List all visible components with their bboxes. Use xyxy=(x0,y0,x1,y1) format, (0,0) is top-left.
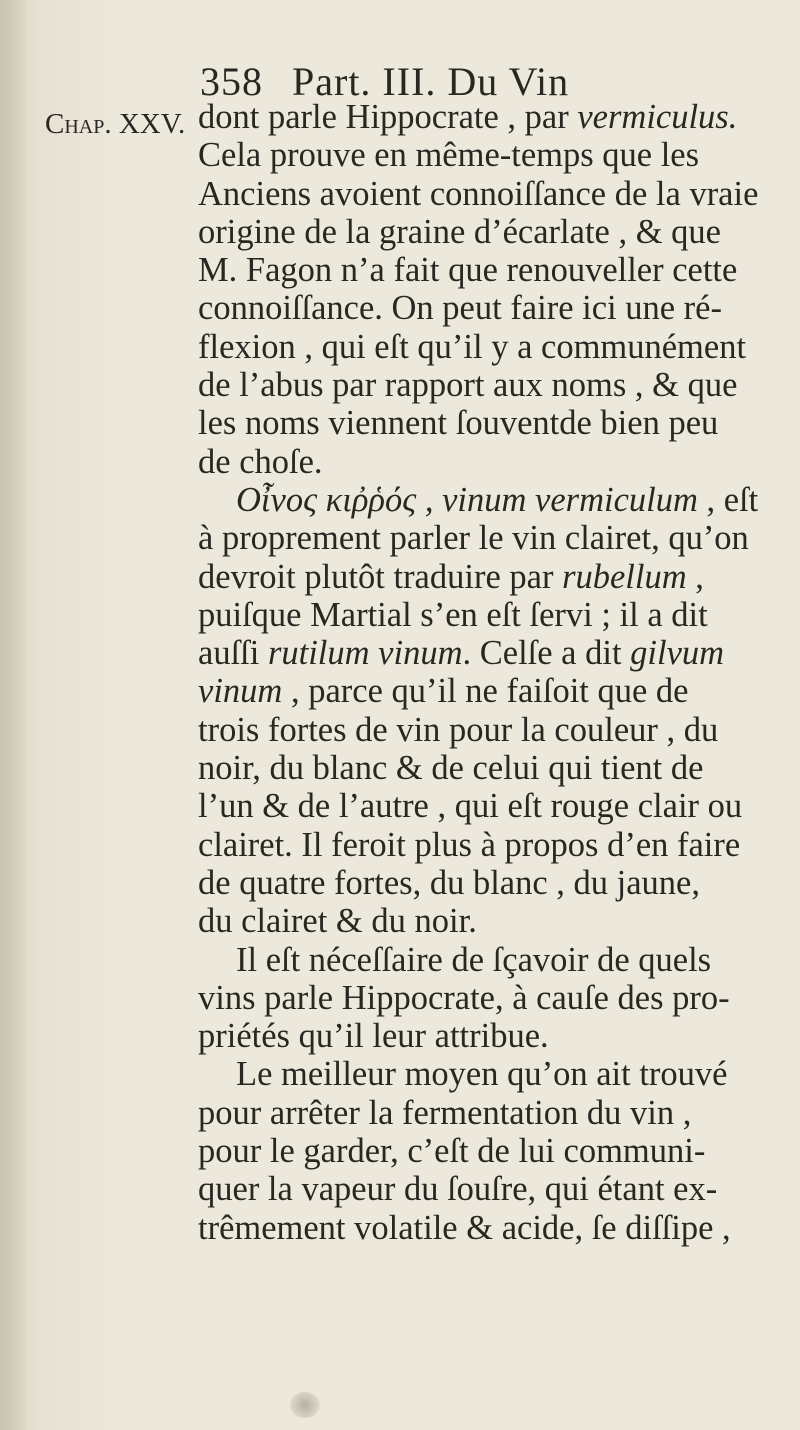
text-line xyxy=(198,328,788,366)
text-line xyxy=(198,902,788,940)
italic-text: vinum xyxy=(198,672,283,711)
text-line xyxy=(198,1094,788,1132)
page-number: 358 xyxy=(200,59,263,104)
text-line xyxy=(198,481,788,519)
line-text: les noms viennent ſouventde bien peu xyxy=(198,404,719,443)
text-line xyxy=(198,672,788,710)
italic-text: rutilum vinum xyxy=(267,634,463,673)
line-text: l’un & de l’autre , qui eſt rouge clair ou xyxy=(198,787,743,826)
text-line xyxy=(198,289,788,327)
line-text: , xyxy=(686,557,704,596)
text-line xyxy=(198,1132,788,1170)
line-text: puiſque Martial s’en eſt ſervi ; il a dit xyxy=(198,595,708,634)
line-text: flexion , qui eſt qu’il y a communément xyxy=(198,327,747,366)
line-text: Le meilleur moyen qu’on ait trouvé xyxy=(236,1055,728,1094)
line-text: pour le garder, c’eſt de lui communi- xyxy=(198,1132,706,1171)
running-title: Part. III. Du Vin xyxy=(292,59,570,104)
line-text: pour arrêter la fermentation du vin , xyxy=(198,1093,692,1132)
page-gutter xyxy=(0,0,26,1430)
text-line xyxy=(198,366,788,404)
text-line xyxy=(198,864,788,902)
line-text: du clairet & du noir. xyxy=(198,902,477,941)
text-line xyxy=(198,98,788,136)
text-line xyxy=(198,941,788,979)
line-text: . Celſe a dit xyxy=(462,634,631,673)
text-line xyxy=(198,787,788,825)
line-text: vins parle Hippocrate, à cauſe des pro- xyxy=(198,978,730,1017)
line-text: origine de la graine d’écarlate , & que xyxy=(198,212,721,251)
chapter-marginal-note: Chap. XXV. xyxy=(45,108,186,140)
text-line xyxy=(198,749,788,787)
text-line xyxy=(198,175,788,213)
line-text: Anciens avoient connoiſſance de la vraie xyxy=(198,174,759,213)
text-line xyxy=(198,711,788,749)
text-line xyxy=(198,979,788,1017)
line-text: Il eſt néceſſaire de ſçavoir de quels xyxy=(236,940,712,979)
text-line xyxy=(198,213,788,251)
line-text: dont parle Hippocrate , par xyxy=(198,98,578,136)
line-text: de l’abus par rapport aux noms , & que xyxy=(198,366,738,405)
italic-text: rubellum xyxy=(562,557,687,596)
text-line xyxy=(198,1055,788,1093)
line-text: connoiſſance. On peut faire ici une ré- xyxy=(198,289,722,328)
line-text: auſſi xyxy=(198,634,268,673)
text-line xyxy=(198,826,788,864)
line-text: , parce qu’il ne faiſoit que de xyxy=(282,672,689,711)
text-line xyxy=(198,136,788,174)
italic-text: gilvum xyxy=(630,634,725,673)
line-text: trêmement volatile & acide, ſe diſſipe , xyxy=(198,1208,731,1247)
line-text: noir, du blanc & de celui qui tient de xyxy=(198,749,704,788)
body-text xyxy=(198,98,788,1247)
text-line xyxy=(198,251,788,289)
line-text: de choſe. xyxy=(198,442,323,481)
text-line xyxy=(198,443,788,481)
line-text: à proprement parler le vin clairet, qu’on xyxy=(198,519,749,558)
line-text: M. Fagon n’a fait que renouveller cette xyxy=(198,251,738,290)
text-line xyxy=(198,1209,788,1247)
italic-text: vermiculus. xyxy=(577,98,738,136)
text-line xyxy=(198,1017,788,1055)
text-line xyxy=(198,519,788,557)
italic-text: Oἶνος κιῤῥός , vinum vermiculum xyxy=(236,480,698,519)
text-line xyxy=(198,558,788,596)
ink-smudge xyxy=(290,1392,320,1418)
line-text: devroit plutôt traduire par xyxy=(198,557,563,596)
line-text: priétés qu’il leur attribue. xyxy=(198,1017,549,1056)
line-text: quer la vapeur du ſouſre, qui étant ex- xyxy=(198,1170,718,1209)
line-text: Cela prouve en même-temps que les xyxy=(198,136,700,175)
text-line xyxy=(198,596,788,634)
text-line xyxy=(198,404,788,442)
line-text: de quatre fortes, du blanc , du jaune, xyxy=(198,863,700,902)
line-text: clairet. Il feroit plus à propos d’en faire xyxy=(198,825,741,864)
text-line xyxy=(198,1170,788,1208)
line-text: trois fortes de vin pour la couleur , du xyxy=(198,710,719,749)
text-line xyxy=(198,634,788,672)
line-text: , eſt xyxy=(697,480,759,519)
